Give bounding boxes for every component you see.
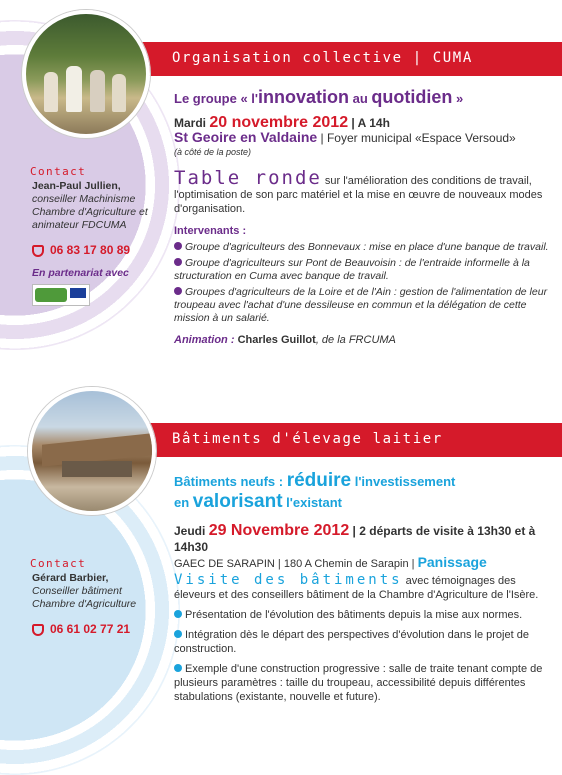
contact-phone[interactable] [32, 623, 156, 636]
contact-block [16, 557, 156, 636]
banner-title: Bâtiments d'élevage laitier [172, 431, 443, 447]
event-title: Table ronde sur l'amélioration des conditions de travail, l'optimisation de son parc matériel et la mise en œuvre de nouveaux modes d'organisation. [174, 167, 543, 215]
cuma-logo [32, 284, 90, 306]
event-place: GAEC DE SARAPIN | 180 A Chemin de Sarapin | Panissage [174, 554, 487, 570]
list-item: Groupe d'agriculteurs des Bonnevaux : mise en place d'une banque de travail. [174, 241, 554, 254]
list-item: Présentation de l'évolution des bâtiments depuis la mise aux normes. [174, 608, 554, 622]
contact-title: Contact [30, 165, 87, 178]
section-cuma [0, 0, 562, 385]
section-banner [140, 42, 562, 76]
contact-role: conseiller Machinisme Chambre d'Agriculture et animateur FDCUMA [32, 193, 148, 231]
contact-name: Gérard Barbier, [32, 572, 109, 584]
list-item: Exemple d'une construction progressive : salle de traite tenant compte de plusieurs paramètres : taille du troupeau, accessibilité depuis différentes stabulations (existante, nouvelle et future). [174, 663, 543, 703]
contact-block [16, 165, 156, 306]
section-banner [140, 423, 562, 457]
event-place: St Geoire en Valdaine | Foyer municipal «Espace Versoud» [174, 129, 516, 145]
contact-name: Jean-Paul Jullien, [32, 180, 121, 192]
phone-icon [32, 245, 44, 257]
phone-number: 06 61 02 77 21 [50, 622, 131, 636]
list-item: Intégration dès le départ des perspectives d'évolution dans le projet de construction. [174, 629, 529, 655]
headline: Bâtiments neufs : réduire l'investissement en valorisant l'existant [174, 470, 456, 512]
speakers-label: Intervenants : [174, 225, 247, 237]
section-content [174, 87, 554, 347]
partner-label: En partenariat avec [32, 267, 129, 279]
phone-number: 06 83 17 80 89 [50, 243, 131, 257]
barn-photo [28, 387, 156, 515]
section-content [174, 471, 554, 704]
list-item: Groupes d'agriculteurs de la Loire et de l'Ain : gestion de l'alimentation de leur troupeau avec l'achat d'une dessileuse en commun et la délégation de cette mission à un salarié. [174, 286, 548, 324]
contact-phone[interactable] [32, 244, 156, 257]
group-photo [22, 10, 150, 138]
event-date-line: Mardi 20 novembre 2012 | A 14h [174, 114, 390, 131]
phone-icon [32, 624, 44, 636]
place-note: (à côté de la poste) [174, 147, 252, 157]
event-date: 29 Novembre 2012 [208, 522, 350, 539]
event-date-line: Jeudi 29 Novembre 2012 | 2 départs de visite à 13h30 et à 14h30 [174, 522, 536, 554]
eu-flag-icon [70, 288, 86, 298]
event-title: Visite des bâtiments avec témoignages des éleveurs et des conseillers bâtiment de la Chambre d'Agriculture de l'Isère. [174, 572, 539, 601]
contact-role: Conseiller bâtiment Chambre d'Agriculture [32, 585, 137, 610]
banner-title: Organisation collective | CUMA [172, 50, 473, 66]
event-date: 20 novembre 2012 [209, 114, 349, 131]
section-batiments [0, 385, 562, 775]
headline: Le groupe « l'innovation au quotidien » [174, 87, 464, 107]
animation-line: Animation : Charles Guillot, de la FRCUMA [174, 334, 396, 346]
contact-title: Contact [30, 557, 87, 570]
list-item: Groupe d'agriculteurs sur Pont de Beauvoisin : de l'entraide informelle à la structuration en Cuma avec banque de travail. [174, 257, 530, 282]
